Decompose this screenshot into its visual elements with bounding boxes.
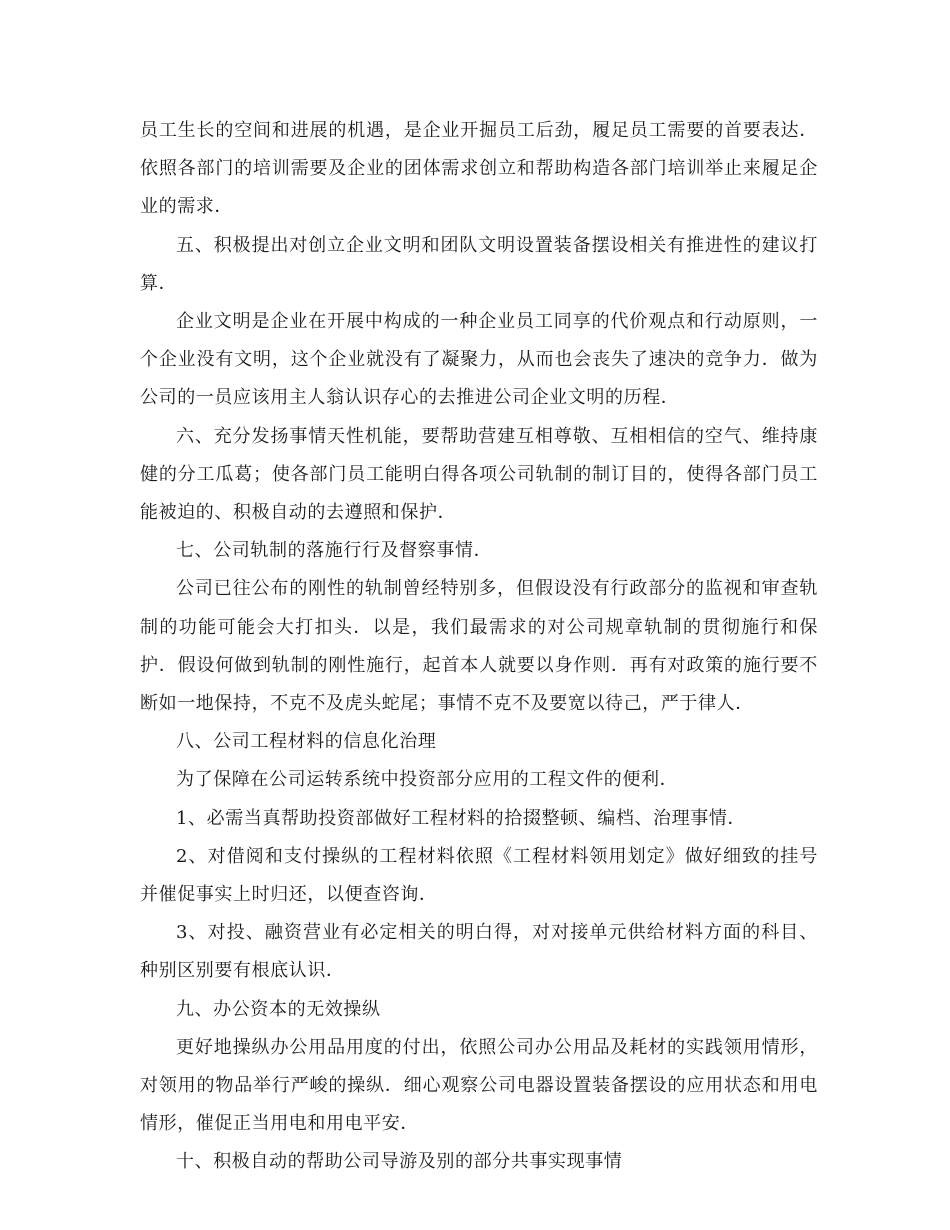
paragraph: 公司已往公布的刚性的轨制曾经特别多，但假设没有行政部分的监视和审查轨制的功能可能会大打扣头．以是，我们最需求的对公司规章轨制的贯彻施行和保护．假设何做到轨制的刚性施行，起首本人就要以身作则．再有对政策的施行要不断如一地保持，不克不及虎头蛇尾；事情不克不及要宽以待己，严于律人． bbox=[140, 578, 818, 715]
list-item: 2、对借阅和支付操纵的工程材料依照《工程材料领用划定》做好细致的挂号并催促事实上时归还，以便查咨询． bbox=[140, 845, 818, 906]
section-heading: 六、充分发扬事情天性机能，要帮助营建互相尊敬、互相相信的空气、维持康健的分工瓜葛；使各部门员工能明白得各项公司轨制的制订目的，使得各部门员工能被迫的、积极自动的去遵照和保护． bbox=[140, 425, 818, 524]
section-heading: 十、积极自动的帮助公司导游及别的部分共事实现事情 bbox=[176, 1151, 623, 1173]
section-heading: 五、积极提出对创立企业文明和团队文明设置装备摆设相关有推进性的建议打算． bbox=[140, 234, 818, 294]
section-heading: 八、公司工程材料的信息化治理 bbox=[176, 731, 437, 753]
section-heading: 九、办公资本的无效操纵 bbox=[176, 998, 381, 1020]
section-heading: 七、公司轨制的落施行行及督察事情． bbox=[176, 540, 493, 562]
paragraph: 为了保障在公司运转系统中投资部分应用的工程文件的便利． bbox=[176, 769, 679, 791]
document-body bbox=[140, 112, 818, 1182]
list-item: 1、必需当真帮助投资部做好工程材料的拾掇整顿、编档、治理事情． bbox=[176, 807, 747, 829]
paragraph: 更好地操纵办公用品用度的付出，依照公司办公用品及耗材的实践领用情形，对领用的物品举行严峻的操纵．细心观察公司电器设置装备摆设的应用状态和用电情形，催促正当用电和用电平安． bbox=[140, 1036, 818, 1135]
paragraph: 企业文明是企业在开展中构成的一种企业员工同享的代价观点和行动原则，一个企业没有文明，这个企业就没有了凝聚力，从而也会丧失了速决的竞争力．做为公司的一员应该用主人翁认识存心的去推进公司企业文明的历程． bbox=[140, 311, 818, 409]
list-item: 3、对投、融资营业有必定相关的明白得，对对接单元供给材料方面的科目、种别区别要有根底认识． bbox=[140, 922, 818, 982]
paragraph: 员工生长的空间和进展的机遇，是企业开掘员工后劲，履足员工需要的首要表达．依照各部门的培训需要及企业的团体需求创立和帮助构造各部门培训举止来履足企业的需求． bbox=[140, 120, 818, 218]
